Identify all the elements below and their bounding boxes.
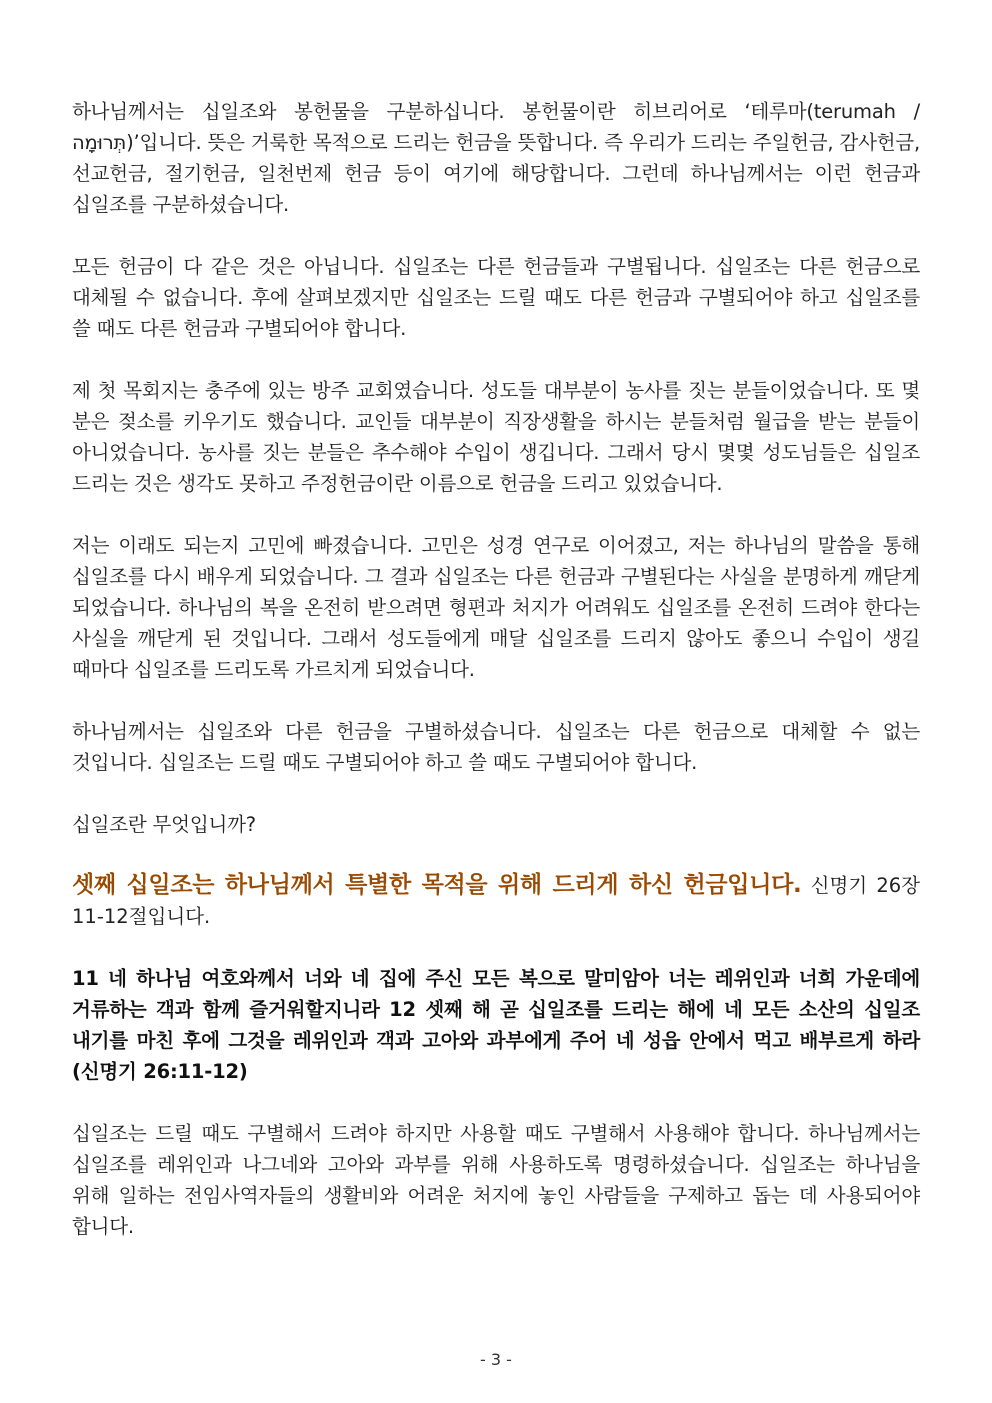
section-heading [72,870,920,932]
paragraph-bible-study: 저는 이래도 되는지 고민에 빠졌습니다. 고민은 성경 연구로 이어졌고, 저는 하나님의 말씀을 통해 십일조를 다시 배우게 되었습니다. 그 결과 십일조는 다른 헌금과 구별된다는 사실을 분명하게 깨닫게 되었습니다. 하나님의 복을 온전히 받으려면 형편과 처지가 어려워도 십일조를 온전히 드려야 한다는 사실을 깨닫게 된 것입니다. 그래서 성도들에게 매달 십일조를 드리지 않아도 좋으니 수입이 생길 때마다 십일조를 드리도록 가르치게 되었습니다. [72,534,920,681]
document-page [72,96,920,1273]
paragraph-summary: 하나님께서는 십일조와 다른 헌금을 구별하셨습니다. 십일조는 다른 헌금으로 대체할 수 없는 것입니다. 십일조는 드릴 때도 구별되어야 하고 쓸 때도 구별되어야 합니다. [72,720,920,774]
heading-emphasis: 셋째 십일조는 하나님께서 특별한 목적을 위해 드리게 하신 헌금입니다. [72,872,802,898]
section-question: 십일조란 무엇입니까? [72,813,256,836]
page-number: - 3 - [480,1350,512,1369]
paragraph-first-church: 제 첫 목회지는 충주에 있는 방주 교회였습니다. 성도들 대부분이 농사를 짓는 분들이었습니다. 또 몇 분은 젖소를 키우기도 했습니다. 교인들 대부분이 직장생활을 하시는 분들처럼 월급을 받는 분들이 아니었습니다. 농사를 짓는 분들은 추수해야 수입이 생깁니다. 그래서 당시 몇몇 성도님들은 십일조 드리는 것은 생각도 못하고 주정헌금이란 이름으로 헌금을 드리고 있었습니다. [72,379,920,495]
heading-reference: 신명기 26장 11-12절입니다. [72,874,921,928]
scripture-quote: 11 네 하나님 여호와께서 너와 네 집에 주신 모든 복으로 말미암아 너는 레위인과 너희 가운데에 거류하는 객과 함께 즐거워할지니라 12 셋째 해 곧 십일조를 드리는 해에 네 모든 소산의 십일조 내기를 마친 후에 그것을 레위인과 객과 고아와 과부에게 주어 네 성읍 안에서 먹고 배부르게 하라 (신명기 26:11-12) [72,967,920,1083]
paragraph-offerings-distinction: 하나님께서는 십일조와 봉헌물을 구분하십니다. 봉헌물이란 히브리어로 ‘테루마(terumah / תְּרוּמָה)’입니다. 뜻은 거룩한 목적으로 드리는 헌금을 뜻합니다. 즉 우리가 드리는 주일헌금, 감사헌금, 선교헌금, 절기헌금, 일천번제 헌금 등이 여기에 해당합니다. 그런데 하나님께서는 이런 헌금과 십일조를 구분하셨습니다. [72,100,920,216]
paragraph-closing: 십일조는 드릴 때도 구별해서 드려야 하지만 사용할 때도 구별해서 사용해야 합니다. 하나님께서는 십일조를 레위인과 나그네와 고아와 과부를 위해 사용하도록 명령하셨습니다. 십일조는 하나님을 위해 일하는 전임사역자들의 생활비와 어려운 처지에 놓인 사람들을 구제하고 돕는 데 사용되어야 합니다. [72,1122,920,1238]
paragraph-tithe-separate: 모든 헌금이 다 같은 것은 아닙니다. 십일조는 다른 헌금들과 구별됩니다. 십일조는 다른 헌금으로 대체될 수 없습니다. 후에 살펴보겠지만 십일조는 드릴 때도 다른 헌금과 구별되어야 하고 십일조를 쓸 때도 다른 헌금과 구별되어야 합니다. [72,255,920,340]
